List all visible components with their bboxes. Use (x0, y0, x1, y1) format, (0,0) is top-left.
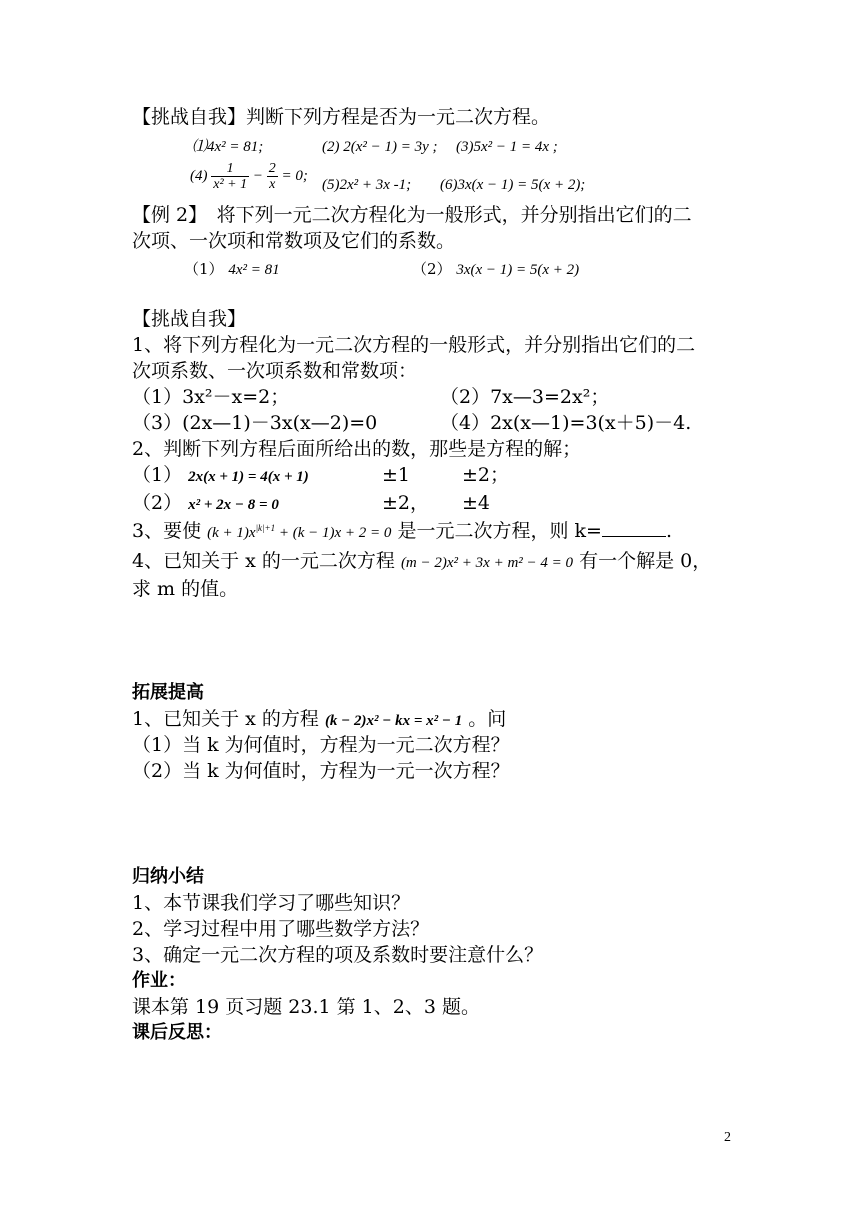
extension-title: 拓展提高 (132, 682, 204, 703)
q2-a-v2: ±2； (462, 464, 510, 486)
ext-q1-suffix: 。问 (468, 708, 507, 730)
example2-item1-eq: 4x² = 81 (228, 262, 280, 278)
extension-q1-b: （2）当 k 为何值时，方程为一元一次方程？ (132, 760, 510, 782)
q2-a-label: （1） (132, 464, 183, 486)
example2-item2 (412, 256, 579, 283)
homework-text: 课本第 19 页习题 23.1 第 1、2、3 题。 (132, 996, 480, 1018)
challenge2-q1-d: （4）2x(x—1)=3(x＋5)－4. (440, 412, 692, 434)
challenge2-title: 【挑战自我】 (132, 308, 247, 330)
example2-item2-label: （2） (412, 260, 452, 278)
ext-q1-eq: (k − 2)x² − kx = x² − 1 (324, 713, 463, 729)
extension-q1 (132, 706, 506, 734)
challenge2-q1-a: （1）3x²－x=2； (132, 386, 290, 408)
q2-b-v2: ±4 (462, 492, 491, 514)
q2-a-eq: 2x(x + 1) = 4(x + 1) (188, 469, 309, 485)
q2-a-v1: ±1 (382, 464, 411, 486)
q4-eq: (m − 2)x² + 3x + m² − 4 = 0 (400, 555, 574, 571)
q2-b-v1: ±2， (382, 492, 430, 514)
example2-item1 (184, 256, 280, 283)
q3-eq: $(k + 1)x^{|k|+1} + (k - 1)x + 2 = 0$ (207, 523, 392, 541)
page-number: 2 (724, 1130, 731, 1145)
q2-b-label: （2） (132, 492, 183, 514)
challenge1-eq5: (5)2x² + 3x -1; (322, 177, 412, 193)
challenge2-q1-line2: 次项系数、一次项系数和常数项： (132, 360, 418, 382)
eq4-fraction2 (267, 161, 278, 192)
eq4-den1: x² + 1 (213, 177, 248, 193)
eq4-label: (4) (190, 168, 208, 184)
homework-title: 作业： (132, 970, 186, 991)
q3-answer-blank[interactable] (602, 520, 666, 537)
q3-end: . (665, 520, 672, 542)
eq4-num1: 1 (211, 161, 249, 177)
eq4-num2: 2 (268, 161, 276, 177)
challenge2-q2-a (132, 462, 309, 490)
challenge2-q3 (132, 518, 672, 546)
example2-item2-eq: 3x(x − 1) = 5(x + 2) (456, 262, 580, 278)
summary-title: 归纳小结 (132, 866, 204, 887)
eq4-fraction1 (211, 161, 249, 192)
challenge2-q4-line2: 求 m 的值。 (132, 578, 239, 600)
challenge2-q1-line1: 1、将下列方程化为一元二次方程的一般形式，并分别指出它们的二 (132, 334, 696, 356)
q3-suffix: 是一元二次方程，则 k= (397, 520, 602, 542)
summary-q1: 1、本节课我们学习了哪些知识？ (132, 892, 411, 914)
challenge1-title: 【挑战自我】判断下列方程是否为一元二次方程。 (132, 106, 551, 128)
challenge1-eq2: (2) 2(x² − 1) = 3y ; (322, 139, 438, 155)
q3-prefix: 3、要使 (132, 520, 202, 542)
extension-q1-a: （1）当 k 为何值时，方程为一元二次方程？ (132, 734, 510, 756)
q2-b-eq: x² + 2x − 8 = 0 (188, 497, 279, 513)
summary-q2: 2、学习过程中用了哪些数学方法？ (132, 918, 430, 940)
challenge2-q4 (132, 548, 711, 576)
example2-item1-label: （1） (184, 260, 224, 278)
challenge1-eq1: ⑴4x² = 81; (192, 139, 264, 155)
q4-prefix: 4、已知关于 x 的一元二次方程 (132, 550, 395, 572)
challenge2-q2: 2、判断下列方程后面所给出的数，那些是方程的解； (132, 438, 582, 460)
eq4-minus: − (252, 168, 263, 184)
eq4-tail: = 0; (281, 168, 308, 184)
challenge2-q2-b (132, 490, 279, 518)
summary-q3: 3、确定一元二次方程的项及系数时要注意什么？ (132, 944, 544, 966)
ext-q1-prefix: 1、已知关于 x 的方程 (132, 708, 319, 730)
reflection-title: 课后反思： (132, 1022, 222, 1043)
challenge1-eq4 (190, 160, 308, 192)
example2-line2: 次项、一次项和常数项及它们的系数。 (132, 230, 456, 252)
challenge2-q1-c: （3）(2x—1)－3x(x—2)=0 (132, 412, 378, 434)
challenge1-eq6: (6)3x(x − 1) = 5(x + 2); (440, 177, 586, 193)
eq4-den2: x (269, 177, 276, 193)
q4-suffix: 有一个解是 0， (579, 550, 712, 572)
example2-line1: 【例 2】 将下列一元二次方程化为一般形式，并分别指出它们的二 (132, 204, 692, 226)
challenge2-q1-b: （2）7x—3=2x²； (440, 386, 610, 408)
challenge1-eq3: (3)5x² − 1 = 4x ; (456, 139, 558, 155)
